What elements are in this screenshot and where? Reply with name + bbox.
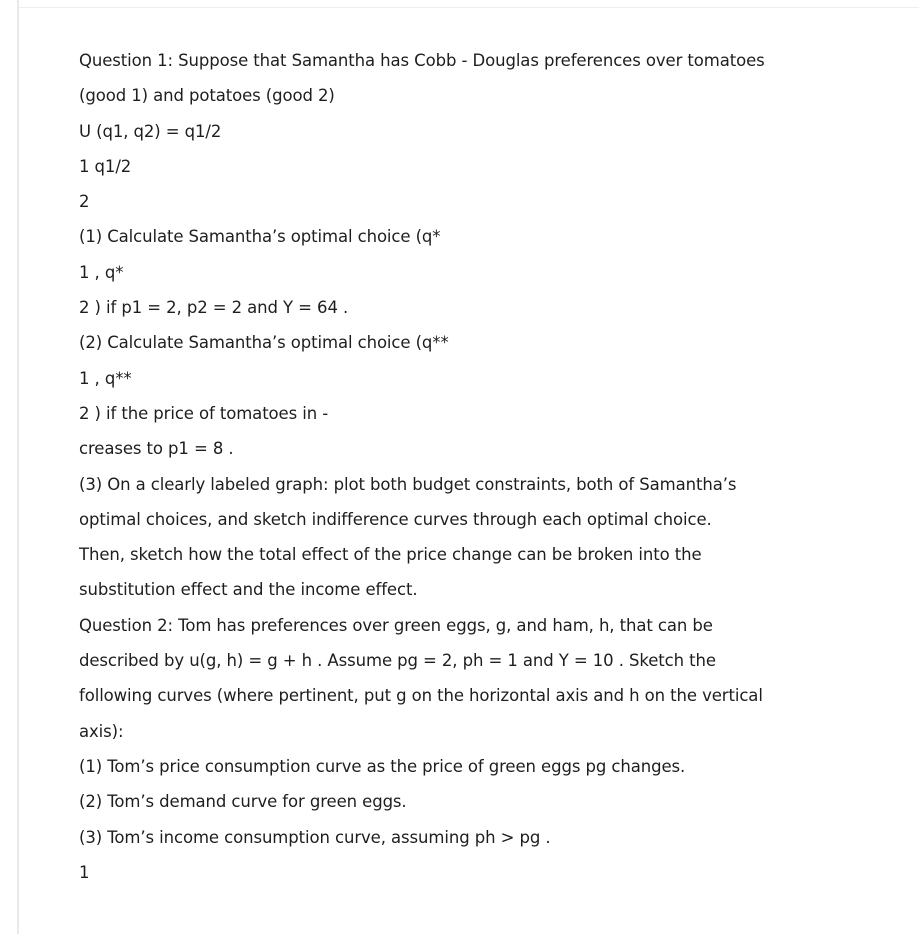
q2-intro-line-2: described by u(g, h) = g + h . Assume pg = 2, ph = 1 and Y = 10 . Sketch the [79, 651, 716, 671]
q1-part2-line-1: (2) Calculate Samantha’s optimal choice (q** [79, 333, 449, 353]
q1-intro-line-1: Question 1: Suppose that Samantha has Cobb - Douglas preferences over tomatoes [79, 51, 765, 70]
q1-part1-line-2: 1 , q* [79, 262, 124, 282]
q2-intro-line-1: Question 2: Tom has preferences over green eggs, g, and ham, h, that can be [79, 615, 713, 635]
q2-part2-line: (2) Tom’s demand curve for green eggs. [79, 792, 407, 812]
utility-exponent-line: 1 q1/2 [79, 156, 132, 176]
q1-part1-line-3: 2 ) if p1 = 2, p2 = 2 and Y = 64 . [79, 298, 349, 318]
q1-part3-line-3: Then, sketch how the total effect of the price change can be broken into the [79, 545, 702, 565]
q1-part2-line-4: creases to p1 = 8 . [79, 439, 234, 459]
q1-intro-line-2: (good 1) and potatoes (good 2) [79, 86, 335, 106]
page-number: 1 [79, 862, 90, 882]
q1-part2-line-2: 1 , q** [79, 368, 132, 388]
utility-subscript-line: 2 [79, 192, 90, 212]
q2-intro-line-4: axis): [79, 721, 124, 741]
q2-intro-line-3: following curves (where pertinent, put g on the horizontal axis and h on the vertical [79, 686, 763, 706]
q2-part3-line: (3) Tom’s income consumption curve, assuming ph > pg . [79, 827, 551, 847]
left-border [17, 0, 19, 934]
document-body [79, 43, 765, 890]
q1-part2-line-3: 2 ) if the price of tomatoes in - [79, 403, 329, 423]
q1-part3-line-1: (3) On a clearly labeled graph: plot both budget constraints, both of Samantha’s [79, 474, 737, 494]
top-border [19, 7, 919, 8]
q1-part3-line-2: optimal choices, and sketch indifference curves through each optimal choice. [79, 509, 712, 529]
q2-part1-line: (1) Tom’s price consumption curve as the price of green eggs pg changes. [79, 756, 686, 776]
utility-function-line: U (q1, q2) = q1/2 [79, 121, 222, 141]
q1-part3-line-4: substitution effect and the income effect. [79, 580, 418, 600]
q1-part1-line-1: (1) Calculate Samantha’s optimal choice (q* [79, 227, 441, 247]
